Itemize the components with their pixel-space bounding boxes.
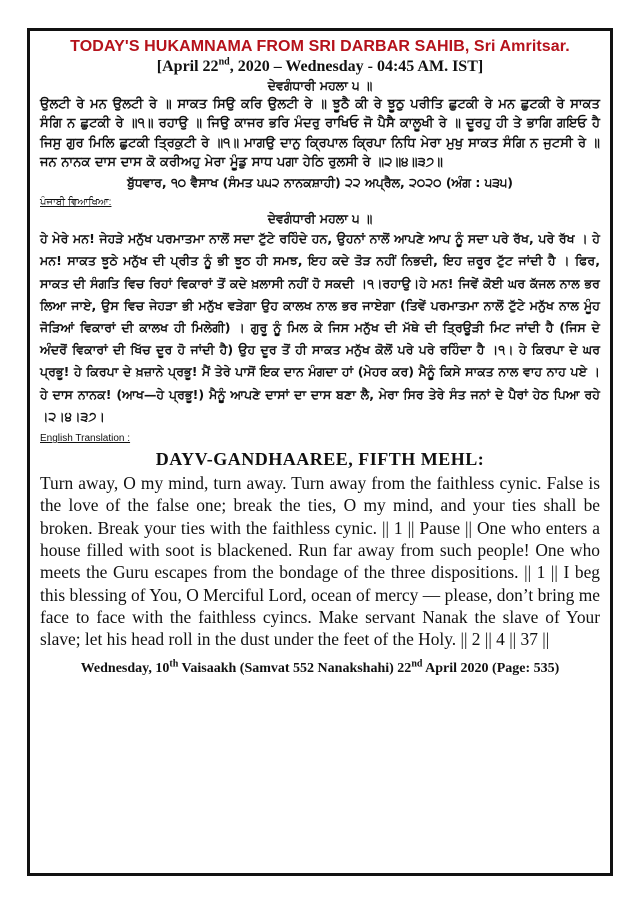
footer-text-3: April 2020 (Page: 535) xyxy=(422,661,560,677)
footer-sup-1: th xyxy=(169,658,179,670)
footer-sup-2: nd xyxy=(411,658,423,670)
date-text-start: [April 22 xyxy=(156,58,219,75)
footer-date-line xyxy=(40,660,600,678)
punjabi-explanation-text: ਹੇ ਮੇਰੇ ਮਨ! ਜੇਹੜੇ ਮਨੁੱਖ ਪਰਮਾਤਮਾ ਨਾਲੋਂ ਸਦਾ ਟੁੱਟੇ ਰਹਿੰਦੇ ਹਨ, ਉਹਨਾਂ ਨਾਲੋਂ ਆਪਣੇ ਆਪ ਨੂੰ ਸਦਾ ਪਰੇ ਰੱਖ, ਪਰੇ ਰੱਖ । ਹੇ ਮਨ! ਸਾਕਤ ਝੂਠੇ ਮਨੁੱਖ ਦੀ ਪ੍ਰੀਤ ਨੂੰ ਭੀ ਝੂਠ ਹੀ ਸਮਝ, ਇਹ ਕਦੇ ਤੋੜ ਨਹੀਂ ਨਿਭਦੀ, ਇਹ ਜ਼ਰੂਰ ਟੁੱਟ ਜਾਂਦੀ ਹੈ । ਫਿਰ, ਸਾਕਤ ਦੀ ਸੰਗਤਿ ਵਿਚ ਰਿਹਾਂ ਵਿਕਾਰਾਂ ਤੋਂ ਕਦੇ ਖ਼ਲਾਸੀ ਨਹੀਂ ਹੋ ਸਕਦੀ ।੧।ਰਹਾਉ।ਹੇ ਮਨ! ਜਿਵੇਂ ਕੋਈ ਘਰ ਕੱਜਲ ਨਾਲ ਭਰ ਲਿਆ ਜਾਏ, ਉਸ ਵਿਚ ਜੇਹੜਾ ਭੀ ਮਨੁੱਖ ਵੜੇਗਾ ਉਹ ਕਾਲਖ ਨਾਲ ਭਰ ਜਾਏਗਾ (ਤਿਵੇਂ ਪਰਮਾਤਮਾ ਨਾਲੋਂ ਟੁੱਟੇ ਮਨੁੱਖ ਨਾਲ ਮੂੰਹ ਜੋੜਿਆਂ ਵਿਕਾਰਾਂ ਦੀ ਕਾਲਖ ਹੀ ਮਿਲੇਗੀ) । ਗੁਰੂ ਨੂੰ ਮਿਲ ਕੇ ਜਿਸ ਮਨੁੱਖ ਦੀ ਮੱਥੇ ਦੀ ਤ੍ਰਿਊੜੀ ਮਿਟ ਜਾਂਦੀ ਹੈ (ਜਿਸ ਦੇ ਅੰਦਰੋਂ ਵਿਕਾਰਾਂ ਦੀ ਖਿੱਚ ਦੂਰ ਹੋ ਜਾਂਦੀ ਹੈ) ਉਹ ਦੂਰ ਤੋਂ ਹੀ ਸਾਕਤ ਮਨੁੱਖ ਕੋਲੋਂ ਪਰੇ ਪਰੇ ਰਹਿੰਦਾ ਹੈ ।੧। ਹੇ ਕਿਰਪਾ ਦੇ ਘਰ ਪ੍ਰਭੂ! ਹੇ ਕਿਰਪਾ ਦੇ ਖ਼ਜ਼ਾਨੇ ਪ੍ਰਭੂ! ਮੈਂ ਤੇਰੇ ਪਾਸੋਂ ਇਕ ਦਾਨ ਮੰਗਦਾ ਹਾਂ (ਮੇਹਰ ਕਰ) ਮੈਨੂੰ ਕਿਸੇ ਸਾਕਤ ਨਾਲ ਵਾਹ ਨਾਹ ਪਏ । ਹੇ ਦਾਸ ਨਾਨਕ! (ਆਖ—ਹੇ ਪ੍ਰਭੂ!) ਮੈਨੂੰ ਆਪਣੇ ਦਾਸਾਂ ਦਾ ਦਾਸ ਬਣਾ ਲੈ, ਮੇਰਾ ਸਿਰ ਤੇਰੇ ਸੰਤ ਜਨਾਂ ਦੇ ਪੈਰਾਂ ਹੇਠ ਪਿਆ ਰਹੇ ।੨।੪।੩੭। xyxy=(40,231,600,424)
english-heading: DAYV-GANDHAAREE, FIFTH MEHL: xyxy=(155,449,485,470)
english-translation-text: Turn away, O my mind, turn away. Turn away from the faithless cynic. False is the love of the false one; break the ties, O my mind, and your ties shall be broken. Break your ties with the faithless cynic. || 1 || Pause || One who enters a house filled with soot is blackened. Run far away from such people! One who meets the Guru escapes from the bondage of the three dispositions. || 1 || I beg this blessing of You, O Merciful Lord, ocean of mercy — please, don’t bring me face to face with the faithless cyincs. Make servant Nanak the slave of Your slave; let his head roll in the dust under the feet of the Holy. || 2 || 4 || 37 || xyxy=(40,473,600,650)
date-text-end: , 2020 – Wednesday - 04:45 AM. IST] xyxy=(229,58,484,75)
raag-heading: ਦੇਵਗੰਧਾਰੀ ਮਹਲਾ ੫ ॥ xyxy=(267,78,373,93)
punjabi-explanation-label: ਪੰਜਾਬੀ ਵਿਆਖਿਆ: xyxy=(40,197,112,209)
english-translation-label: English Translation : xyxy=(40,433,131,445)
footer-text-2: Vaisaakh (Samvat 552 Nanakshahi) 22 xyxy=(178,661,412,677)
page-title: TODAY'S HUKAMNAMA FROM SRI DARBAR SAHIB, Sri Amritsar. xyxy=(70,38,570,55)
gurbani-text: ਉਲਟੀ ਰੇ ਮਨ ਉਲਟੀ ਰੇ ॥ ਸਾਕਤ ਸਿਉ ਕਰਿ ਉਲਟੀ ਰੇ ॥ ਝੂਠੈ ਕੀ ਰੇ ਝੂਠੁ ਪਰੀਤਿ ਛੁਟਕੀ ਰੇ ਮਨ ਛੁਟਕੀ ਰੇ ਸਾਕਤ ਸੰਗਿ ਨ ਛੁਟਕੀ ਰੇ ॥੧॥ ਰਹਾਉ ॥ ਜਿਉ ਕਾਜਰ ਭਰਿ ਮੰਦਰੁ ਰਾਖਿਓ ਜੋ ਪੈਸੈ ਕਾਲੂਖੀ ਰੇ ॥ ਦੂਰਹੁ ਹੀ ਤੇ ਭਾਗਿ ਗਇਓ ਹੈ ਜਿਸੁ ਗੁਰ ਮਿਲਿ ਛੁਟਕੀ ਤ੍ਰਿਕੁਟੀ ਰੇ ॥੧॥ ਮਾਗਉ ਦਾਨੁ ਕ੍ਰਿਪਾਲ ਕ੍ਰਿਪਾ ਨਿਧਿ ਮੇਰਾ ਮੁਖੁ ਸਾਕਤ ਸੰਗਿ ਨ ਜੁਟਸੀ ਰੇ ॥ ਜਨ ਨਾਨਕ ਦਾਸ ਦਾਸ ਕੋ ਕਰੀਅਹੁ ਮੇਰਾ ਮੂੰਡੁ ਸਾਧ ਪਗਾ ਹੇਠਿ ਰੁਲਸੀ ਰੇ ॥੨॥੪॥੩੭॥ xyxy=(40,97,600,170)
hukamnama-frame xyxy=(27,28,613,876)
footer-text-1: Wednesday, 10 xyxy=(80,661,170,677)
punjabi-heading: ਦੇਵਗੰਧਾਰੀ ਮਹਲਾ ੫ ॥ xyxy=(267,211,373,227)
date-time-line xyxy=(40,57,600,77)
nanakshahi-date-line: ਬੁੱਧਵਾਰ, ੧੦ ਵੈਸਾਖ (ਸੰਮਤ ੫੫੨ ਨਾਨਕਸ਼ਾਹੀ) ੨੨ ਅਪ੍ਰੈਲ, ੨੦੨੦ (ਅੰਗ : ੫੩੫) xyxy=(127,175,513,191)
date-ordinal-suffix: nd xyxy=(218,56,230,68)
